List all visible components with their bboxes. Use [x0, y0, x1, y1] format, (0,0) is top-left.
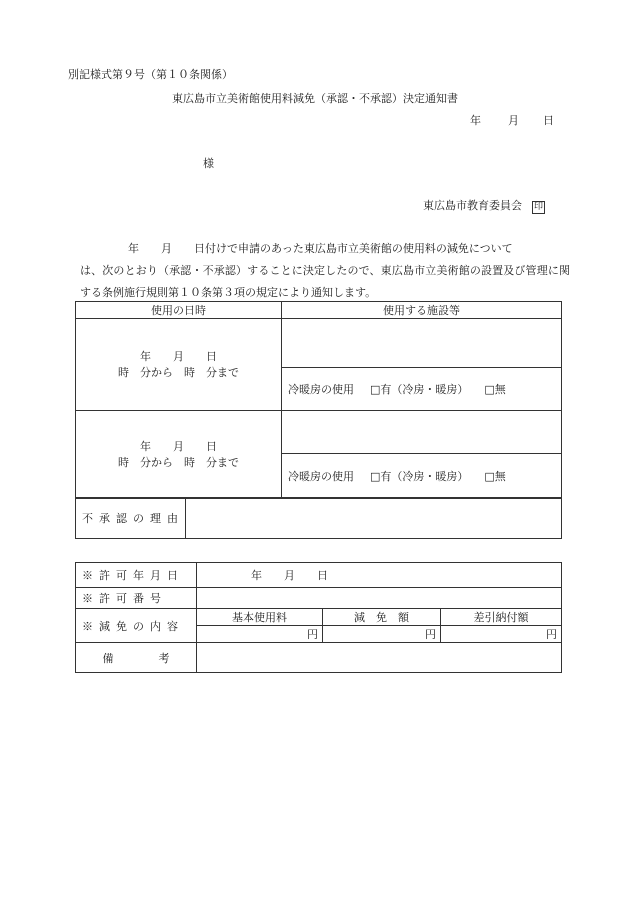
permit-number-label: ※許可番号: [76, 588, 197, 609]
permit-date-field[interactable]: 年 月 日: [197, 563, 562, 588]
base-fee-field[interactable]: 円: [197, 626, 323, 643]
usage-slot-2-datetime[interactable]: [76, 411, 282, 499]
document-title: 東広島市立美術館使用料減免（承認・不承認）決定通知書: [172, 92, 458, 105]
issuer: [423, 197, 545, 214]
permit-number-field[interactable]: [197, 588, 562, 609]
rejection-reason-label: 不承認の理由: [76, 498, 186, 539]
difference-amount-header: 差引納付額: [441, 609, 562, 626]
usage-datetime-header: 使用の日時: [76, 302, 282, 319]
usage-slot-1-hvac: [282, 368, 562, 411]
usage-slot-2-hvac: [282, 454, 562, 499]
notes-field[interactable]: [197, 643, 562, 673]
reduction-details-label: ※減免の内容: [76, 609, 197, 643]
usage-slot-2-date: 年 月 日: [140, 439, 217, 453]
issue-date-year: 年: [470, 114, 481, 127]
usage-slot-2-time: 時 分から 時 分まで: [118, 455, 239, 469]
hvac-option-yes-checkbox[interactable]: □有（冷房・暖房）: [370, 383, 469, 396]
notes-label-char-1: 備: [102, 651, 114, 665]
issuer-name: 東広島市教育委員会: [423, 199, 522, 212]
office-use-table: [75, 562, 562, 673]
permit-date-label: ※許可年月日: [76, 563, 197, 588]
notice-body: [80, 238, 570, 304]
difference-amount-field[interactable]: 円: [441, 626, 562, 643]
usage-slot-1-datetime[interactable]: [76, 319, 282, 411]
rejection-reason-field[interactable]: [186, 498, 562, 539]
addressee-honorific: 様: [203, 157, 214, 170]
notes-label: [76, 643, 197, 673]
usage-slot-2-facility[interactable]: [282, 411, 562, 454]
issue-date-month: 月: [508, 114, 519, 127]
notes-label-char-2: 考: [158, 651, 170, 665]
reduction-amount-field[interactable]: 円: [323, 626, 441, 643]
hvac-label: 冷暖房の使用: [288, 383, 354, 396]
issue-date-day: 日: [543, 114, 554, 127]
hvac-option-no-checkbox[interactable]: □無: [484, 470, 506, 483]
hvac-option-no-checkbox[interactable]: □無: [484, 383, 506, 396]
hvac-label: 冷暖房の使用: [288, 470, 354, 483]
usage-slot-1-time: 時 分から 時 分まで: [118, 365, 239, 379]
usage-slot-1-date: 年 月 日: [140, 349, 217, 363]
hvac-option-yes-checkbox[interactable]: □有（冷房・暖房）: [370, 470, 469, 483]
usage-table: [75, 301, 562, 499]
form-number-label: 別記様式第９号（第１０条関係）: [68, 68, 233, 81]
reason-table: [75, 497, 562, 539]
base-fee-header: 基本使用料: [197, 609, 323, 626]
seal-mark: 印: [534, 202, 544, 212]
usage-facility-header: 使用する施設等: [282, 302, 562, 319]
reduction-amount-header: 減 免 額: [323, 609, 441, 626]
notice-body-line1: 年 月 日付けで申請のあった東広島市立美術館の使用料の減免について: [128, 242, 513, 255]
notice-body-line2: は、次のとおり（承認・不承認）することに決定したので、東広島市立美術館の設置及び管理に関する条例施行規則第１０条第３項の規定により通知します。: [80, 264, 570, 299]
usage-slot-1-facility[interactable]: [282, 319, 562, 368]
